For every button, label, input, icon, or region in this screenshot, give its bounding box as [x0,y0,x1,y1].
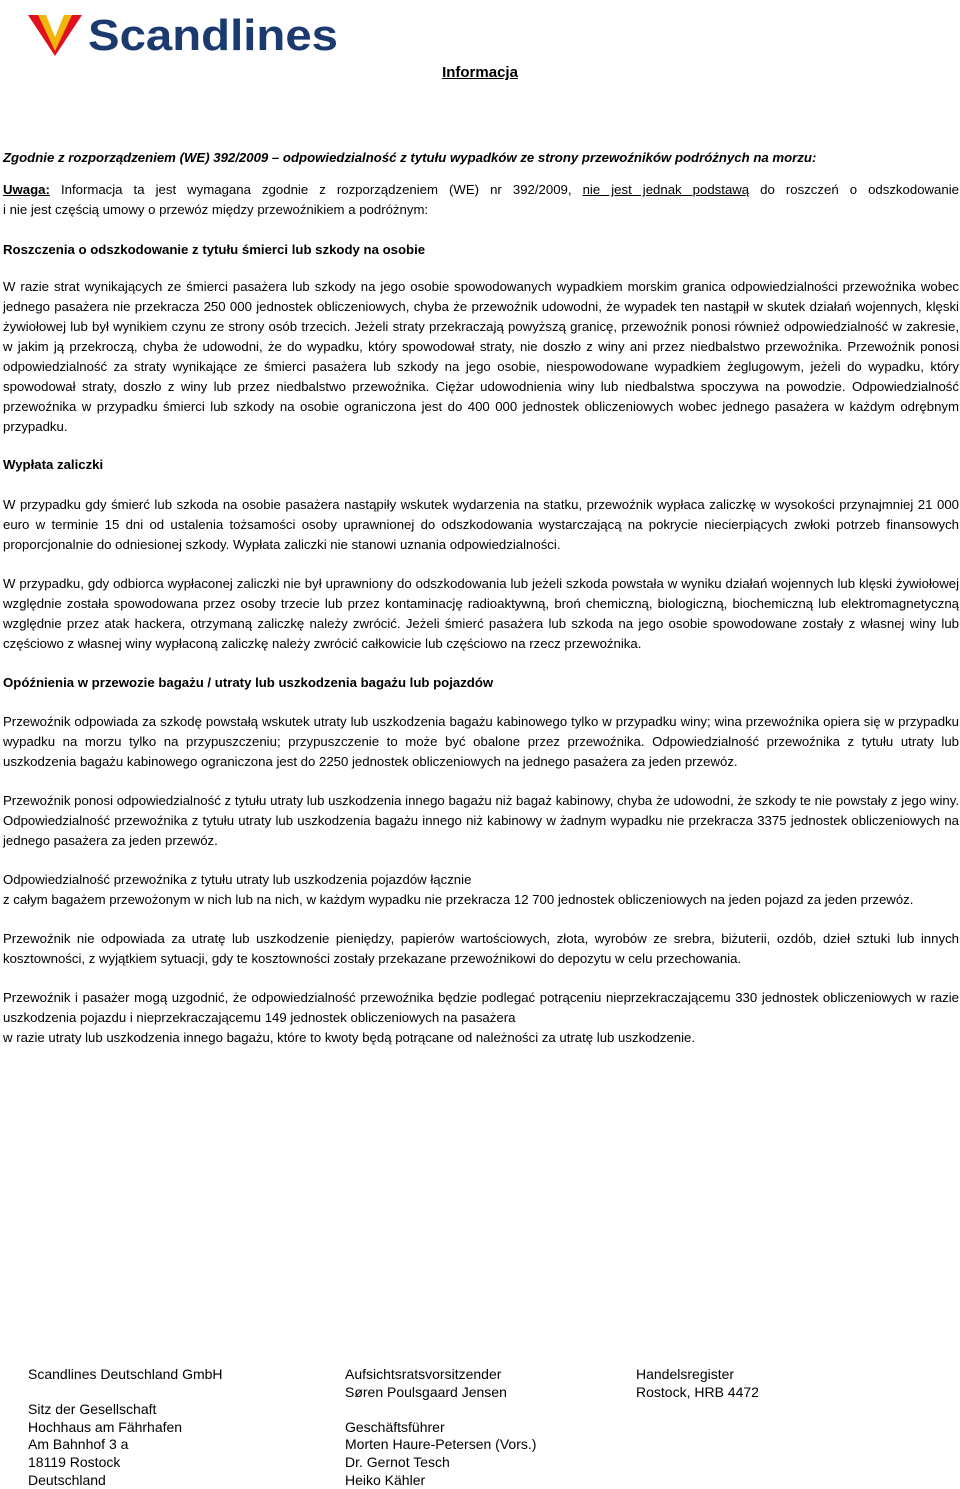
paragraph-advance-2: W przypadku, gdy odbiorca wypłaconej zaliczki nie był uprawniony do odszkodowania lub jeżeli szkoda powstała w wyniku działań wojennych lub klęski żywiołowej względnie została spowodowana przez osoby trzecie lub przez kontaminację radioaktywną, broń chemiczną, biologiczną, biochemiczną lub elektromagnetyczną względnie przez atak hackera, otrzymaną zaliczkę należy zwrócić. Jeżeli śmierć pasażera lub szkoda na jego osobie spowodowane zostały z własnej winy lub częściowo z własnej winy wypłaconą zaliczkę należy zwrócić całkowicie lub częściowo na rzecz przewoźnika. [3,576,959,651]
paragraph-claims: W razie strat wynikających ze śmierci pasażera lub szkody na jego osobie spowodowanych wypadkiem morskim granica odpowiedzialności przewoźnika wobec jednego pasażera nie przekracza 250 000 jednostek obliczeniowych, chyba że przewoźnik udowodni, że wypadek ten nastąpił w skutek działań wojennych, klęski żywiołowej lub był wynikiem czynu ze strony osób trzecich. Jeżeli straty przekraczają powyższą granicę, przewoźnik ponosi również odpowiedzialność w zakresie, w jakim ją przekroczą, chyba że udowodni, że do wypadku, który spowodował straty, nie doszło z winy ani przez niedbalstwo przewoźnika. Przewoźnik ponosi odpowiedzialność za straty wynikające ze śmierci pasażera lub szkody na jego osobie, niespowodowane wypadkiem żeglugowym, jeżeli do wypadku, który spowodował straty, doszło z winy lub przez niedbalstwo przewoźnika. Ciężar udowodnienia winy lub niedbalstwa spoczywa na powodzie. Odpowiedzialność przewoźnika w przypadku śmierci lub szkody na osobie ograniczona jest do 400 000 jednostek obliczeniowych wobec jednego pasażera w każdym odrębnym przypadku. [3,279,959,434]
paragraph-baggage-2: Przewoźnik ponosi odpowiedzialność z tytułu utraty lub uszkodzenia innego bagażu niż bagaż kabinowy, chyba że udowodni, że szkody te nie powstały z jego winy. Odpowiedzialność przewoźnika z tytułu utraty lub uszkodzenia bagażu innego niż kabinowy w żadnym wypadku nie przekracza 3375 jednostek obliczeniowych na jednego pasażera za jeden przewóz. [3,793,959,848]
notice-line-2: i nie jest częścią umowy o przewóz między przewoźnikiem a podróżnym: [3,202,429,217]
paragraph-advance-1: W przypadku gdy śmierć lub szkoda na osobie pasażera nastąpiły wskutek wydarzenia na statku, przewoźnik wypłaca zaliczkę w wysokości przynajmniej 21 000 euro w terminie 15 dni od ustalenia tożsamości osoby uprawnionej do odszkodowania wystarczającą na pokrycie niecierpiących zwłoki potrzeb finansowych proporcjonalnie do odniesionej szkody. Wypłata zaliczki nie stanowi uznania odpowiedzialności. [3,497,959,552]
footer-line: Geschäftsführer [345,1418,445,1435]
page-title: Informacja [442,64,518,81]
section-heading-baggage: Opóźnienia w przewozie bagażu / utraty lub uszkodzenia bagażu lub pojazdów [3,675,494,690]
logo-wordmark: Scandlines [88,12,338,60]
footer-line: Am Bahnhof 3 a [28,1436,129,1453]
paragraph-baggage-1: Przewoźnik odpowiada za szkodę powstałą wskutek utraty lub uszkodzenia bagażu kabinowego tylko w przypadku winy; wina przewoźnika opiera się w przypadku wypadku na morzu tylko na przypuszczeniu; przypuszczenie to może być obalone przez przewoźnika. Odpowiedzialność przewoźnika z tytułu utraty lub uszkodzenia bagażu kabinowego ograniczona jest do 2250 jednostek obliczeniowych na jednego pasażera za jeden przewóz. [3,714,959,769]
footer-line: Deutschland [28,1471,106,1488]
document-body [3,148,959,1048]
footer-line: Hochhaus am Fährhafen [28,1418,183,1435]
footer-line: Sitz der Gesellschaft [28,1401,157,1418]
notice-text: Informacja ta jest wymagana zgodnie z rozporządzeniem (WE) nr 392/2009, [49,182,583,197]
footer-line: Morten Haure-Petersen (Vors.) [345,1436,537,1453]
footer-line: Søren Poulsgaard Jensen [345,1383,507,1400]
section-heading-advance: Wypłata zaliczki [3,457,104,472]
footer-company [28,1366,223,1489]
footer-line: Dr. Gernot Tesch [345,1453,450,1470]
paragraph-baggage-3: Odpowiedzialność przewoźnika z tytułu utraty lub uszkodzenia pojazdów łącznie z całym bagażem przewożonym w nich lub na nich, w każdym wypadku nie przekracza 12 700 jednostek obliczeniowych na jeden pojazd za jeden przewóz. [3,872,914,907]
notice-underlined: nie jest jednak podstawą [582,182,750,197]
footer-line: Heiko Kähler [345,1471,426,1488]
footer-line: Rostock, HRB 4472 [636,1383,759,1400]
scandlines-logo [28,12,348,60]
footer-registry [636,1366,759,1401]
footer-line: Aufsichtsratsvorsitzender [345,1366,502,1382]
paragraph-baggage-5: Przewoźnik i pasażer mogą uzgodnić, że odpowiedzialność przewoźnika będzie podlegać potrąceniu nieprzekraczającemu 330 jednostek obliczeniowych w razie uszkodzenia pojazdu i nieprzekraczającemu 149 jednostek obliczeniowych na pasażera w razie utraty lub uszkodzenia innego bagażu, które to kwoty będą potrącane od należności za utratę lub uszkodzenie. [3,990,959,1045]
footer-line [28,1384,223,1402]
footer-line: Handelsregister [636,1366,735,1382]
paragraph-baggage-4: Przewoźnik nie odpowiada za utratę lub uszkodzenie pieniędzy, papierów wartościowych, złota, wyrobów ze srebra, biżuterii, ozdób, dzieł sztuki lub innych kosztowności, z wyjątkiem sytuacji, gdy te kosztowności zostały przekazane przewoźnikowi do depozytu w celu przechowania. [3,931,959,966]
regulation-heading: Zgodnie z rozporządzeniem (WE) 392/2009 – odpowiedzialność z tytułu wypadków ze strony przewoźników podróżnych na morzu: [3,150,817,165]
section-heading-claims: Roszczenia o odszkodowanie z tytułu śmierci lub szkody na osobie [3,242,426,257]
footer-line: 18119 Rostock [28,1453,121,1470]
footer-line: Scandlines Deutschland GmbH [28,1366,223,1382]
notice-text-end: do roszczeń o odszkodowanie [749,182,959,197]
footer-management [345,1366,536,1489]
notice-line-1 [3,180,959,200]
footer-line [345,1401,536,1419]
notice-label: Uwaga: [3,182,50,197]
